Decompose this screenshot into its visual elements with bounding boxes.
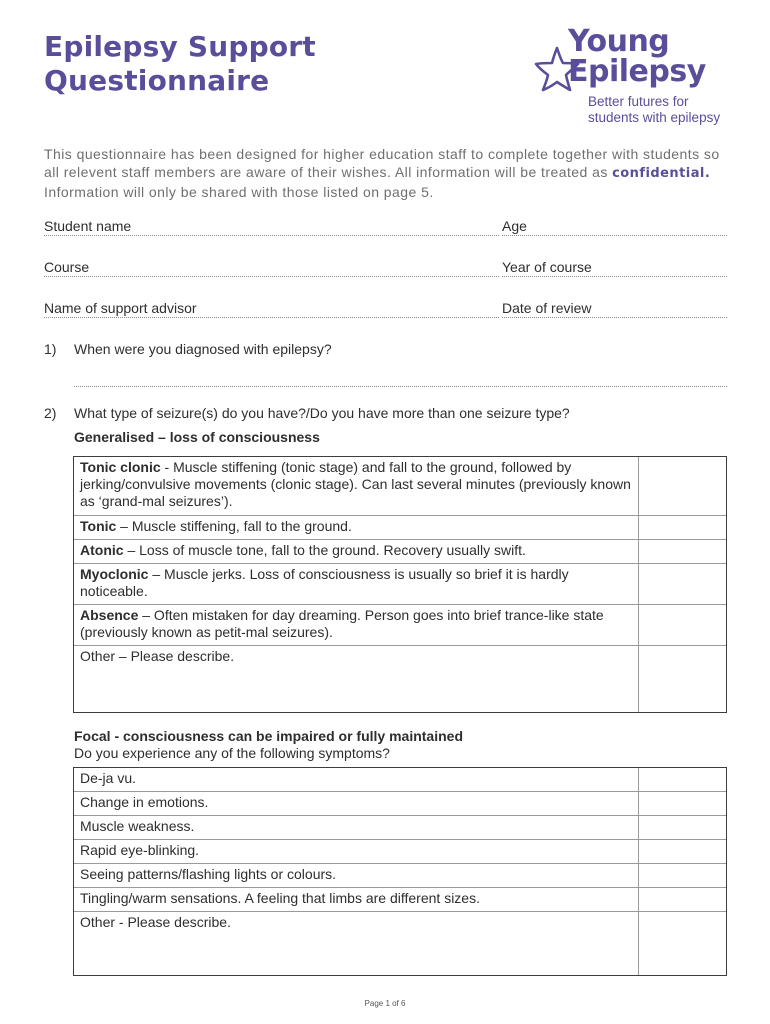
checkbox-cell[interactable] xyxy=(639,864,726,887)
table-row xyxy=(74,457,726,516)
age-field[interactable] xyxy=(502,216,727,236)
seizure-description xyxy=(74,516,639,539)
intro-text-after: Information will only be shared with those listed on page 5. xyxy=(44,184,434,200)
date-of-review-field[interactable] xyxy=(502,298,727,318)
table-row xyxy=(74,912,726,975)
young-epilepsy-logo xyxy=(532,26,742,130)
generalised-heading: Generalised – loss of consciousness xyxy=(74,429,320,445)
intro-paragraph xyxy=(44,145,736,201)
checkbox-cell[interactable] xyxy=(639,792,726,815)
symptom-label: Rapid eye-blinking. xyxy=(74,840,639,863)
question-1 xyxy=(44,340,734,358)
intro-text: This questionnaire has been designed for higher education staff to complete together with students so all relevent staff members are aware of their wishes. All information will be treated as xyxy=(44,146,720,180)
symptom-label: Muscle weakness. xyxy=(74,816,639,839)
checkbox-cell[interactable] xyxy=(639,605,726,645)
course-label: Course xyxy=(44,259,90,275)
other-description[interactable]: Other – Please describe. xyxy=(74,646,639,712)
symptom-label: Seeing patterns/flashing lights or colours. xyxy=(74,864,639,887)
table-row xyxy=(74,564,726,605)
table-row xyxy=(74,646,726,712)
table-row xyxy=(74,605,726,646)
checkbox-cell[interactable] xyxy=(639,564,726,604)
seizure-term: Atonic xyxy=(80,542,124,558)
seizure-text: – Muscle stiffening, fall to the ground. xyxy=(116,518,352,534)
logo-tagline-line-1: Better futures for xyxy=(588,94,689,109)
table-row xyxy=(74,840,726,864)
table-row xyxy=(74,540,726,564)
focal-heading: Focal - consciousness can be impaired or fully maintained xyxy=(74,728,463,744)
symptom-label: Change in emotions. xyxy=(74,792,639,815)
seizure-text: - Muscle stiffening (tonic stage) and fall to the ground, followed by jerking/convulsive movements (clonic stage). Can last several minutes (previously known as ‘grand-mal seizures’). xyxy=(80,459,631,509)
student-name-field[interactable] xyxy=(44,216,499,236)
question-2-text: What type of seizure(s) do you have?/Do you have more than one seizure type? xyxy=(74,405,570,421)
course-field[interactable] xyxy=(44,257,499,277)
page-number: Page 1 of 6 xyxy=(364,999,406,1008)
table-row xyxy=(74,816,726,840)
question-1-number: 1) xyxy=(44,341,57,357)
age-label: Age xyxy=(502,218,527,234)
checkbox-cell[interactable] xyxy=(639,516,726,539)
question-2 xyxy=(44,404,734,422)
symptom-label: De-ja vu. xyxy=(74,768,639,791)
seizure-term: Tonic xyxy=(80,518,117,534)
table-row xyxy=(74,516,726,540)
question-1-answer-line[interactable] xyxy=(74,386,727,387)
title-line-2: Questionnaire xyxy=(44,64,270,97)
intro-confidential: confidential. xyxy=(612,166,711,181)
other-description[interactable]: Other - Please describe. xyxy=(74,912,639,975)
logo-word-young: Young xyxy=(568,24,670,59)
seizure-description xyxy=(74,564,639,604)
seizure-term: Absence xyxy=(80,607,139,623)
table-row xyxy=(74,792,726,816)
seizure-description xyxy=(74,605,639,645)
table-row xyxy=(74,768,726,792)
seizure-text: – Muscle jerks. Loss of consciousness is usually so brief it is hardly noticeable. xyxy=(80,566,569,599)
logo-tagline xyxy=(588,94,720,126)
checkbox-cell[interactable] xyxy=(639,816,726,839)
checkbox-cell[interactable] xyxy=(639,457,726,515)
seizure-term: Myoclonic xyxy=(80,566,149,582)
question-2-number: 2) xyxy=(44,405,57,421)
date-of-review-label: Date of review xyxy=(502,300,592,316)
symptom-label: Tingling/warm sensations. A feeling that limbs are different sizes. xyxy=(74,888,639,911)
checkbox-cell[interactable] xyxy=(639,540,726,563)
student-name-label: Student name xyxy=(44,218,132,234)
checkbox-cell[interactable] xyxy=(639,840,726,863)
seizure-description xyxy=(74,457,639,515)
support-advisor-field[interactable] xyxy=(44,298,499,318)
title-line-1: Epilepsy Support xyxy=(44,30,316,63)
logo-word-epilepsy: Epilepsy xyxy=(568,54,706,89)
focal-table xyxy=(73,767,727,976)
seizure-description xyxy=(74,540,639,563)
support-advisor-label: Name of support advisor xyxy=(44,300,197,316)
checkbox-cell[interactable] xyxy=(639,768,726,791)
table-row xyxy=(74,864,726,888)
checkbox-cell[interactable] xyxy=(639,646,726,712)
question-1-text: When were you diagnosed with epilepsy? xyxy=(74,341,332,357)
focal-prompt: Do you experience any of the following symptoms? xyxy=(74,745,390,761)
seizure-text: – Loss of muscle tone, fall to the ground. Recovery usually swift. xyxy=(123,542,526,558)
checkbox-cell[interactable] xyxy=(639,912,726,975)
checkbox-cell[interactable] xyxy=(639,888,726,911)
logo-tagline-line-2: students with epilepsy xyxy=(588,110,721,125)
generalised-table xyxy=(73,456,727,713)
year-of-course-label: Year of course xyxy=(502,259,592,275)
seizure-text: – Often mistaken for day dreaming. Person goes into brief trance-like state (previously known as petit-mal seizures). xyxy=(80,607,604,640)
seizure-term: Tonic clonic xyxy=(80,459,161,475)
table-row xyxy=(74,888,726,912)
page-title xyxy=(44,30,316,98)
year-of-course-field[interactable] xyxy=(502,257,727,277)
